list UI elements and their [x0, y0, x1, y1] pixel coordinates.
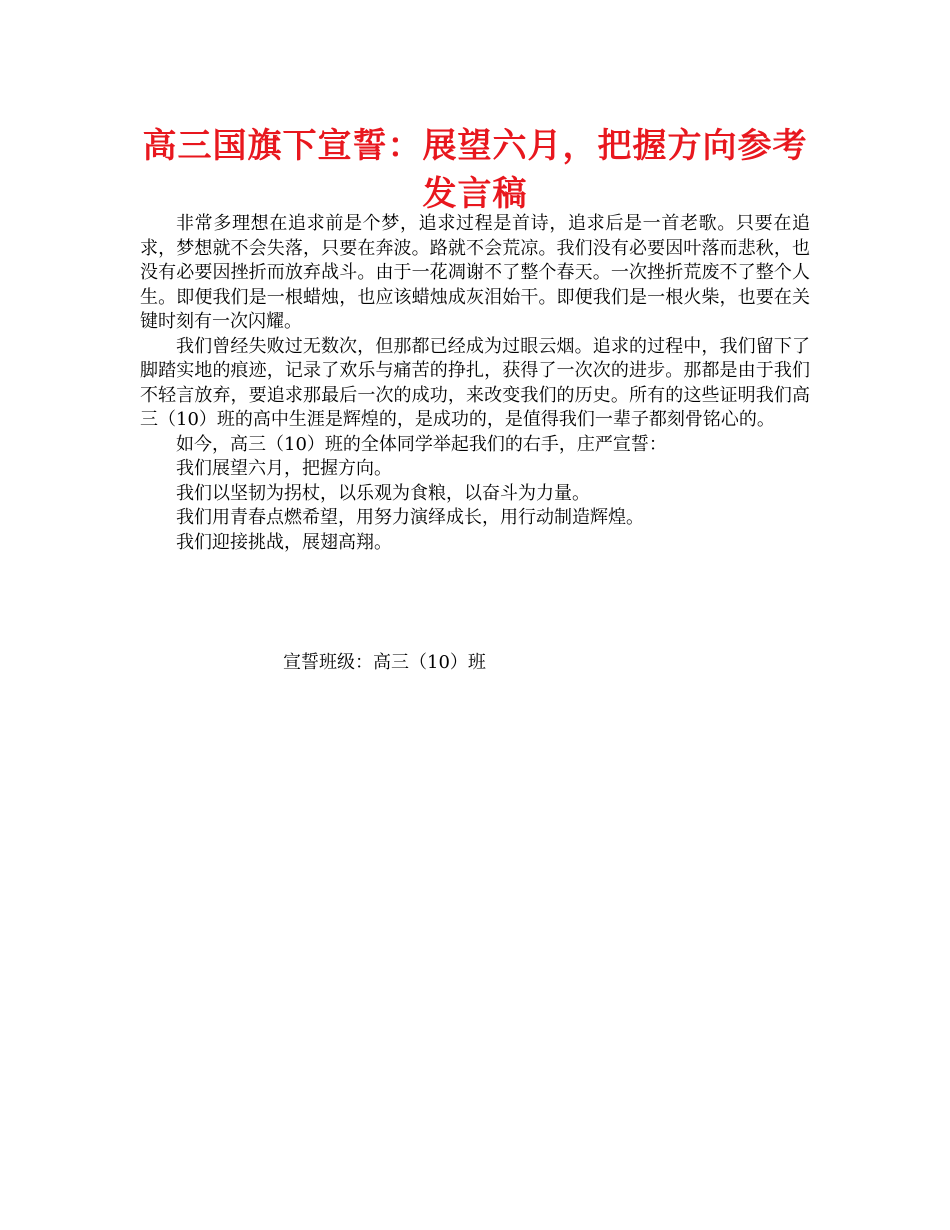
- paragraph-2: 我们曾经失败过无数次，但那都已经成为过眼云烟。追求的过程中，我们留下了脚踏实地的痕迹，记录了欢乐与痛苦的挣扎，获得了一次次的进步。那都是由于我们不轻言放弃，要追求那最后一次的成功，来改变我们的历史。所有的这些证明我们高三（10）班的高中生涯是辉煌的，是成功的，是值得我们一辈子都刻骨铭心的。: [140, 335, 810, 430]
- document-body: [140, 212, 810, 555]
- pledge-line-1: 我们展望六月，把握方向。: [176, 458, 392, 479]
- paragraph-1: 非常多理想在追求前是个梦，追求过程是首诗，追求后是一首老歌。只要在追求，梦想就不会失落，只要在奔波。路就不会荒凉。我们没有必要因叶落而悲秋，也没有必要因挫折而放弃战斗。由于一花凋谢不了整个春天。一次挫折荒废不了整个人生。即便我们是一根蜡烛，也应该蜡烛成灰泪始干。即便我们是一根火柴，也要在关键时刻有一次闪耀。: [140, 213, 810, 332]
- pledge-line-2: 我们以坚韧为拐杖，以乐观为食粮，以奋斗为力量。: [176, 482, 590, 504]
- pledge-line-4: 我们迎接挑战，展翅高翔。: [176, 531, 392, 553]
- paragraph-3: 如今，高三（10）班的全体同学举起我们的右手，庄严宣誓：: [176, 433, 667, 455]
- signature-line: 宣誓班级：高三（10）班: [283, 652, 486, 673]
- pledge-line-3: 我们用青春点燃希望，用努力演绎成长，用行动制造辉煌。: [176, 507, 644, 528]
- document-title: 高三国旗下宣誓：展望六月，把握方向参考发言稿: [142, 126, 808, 214]
